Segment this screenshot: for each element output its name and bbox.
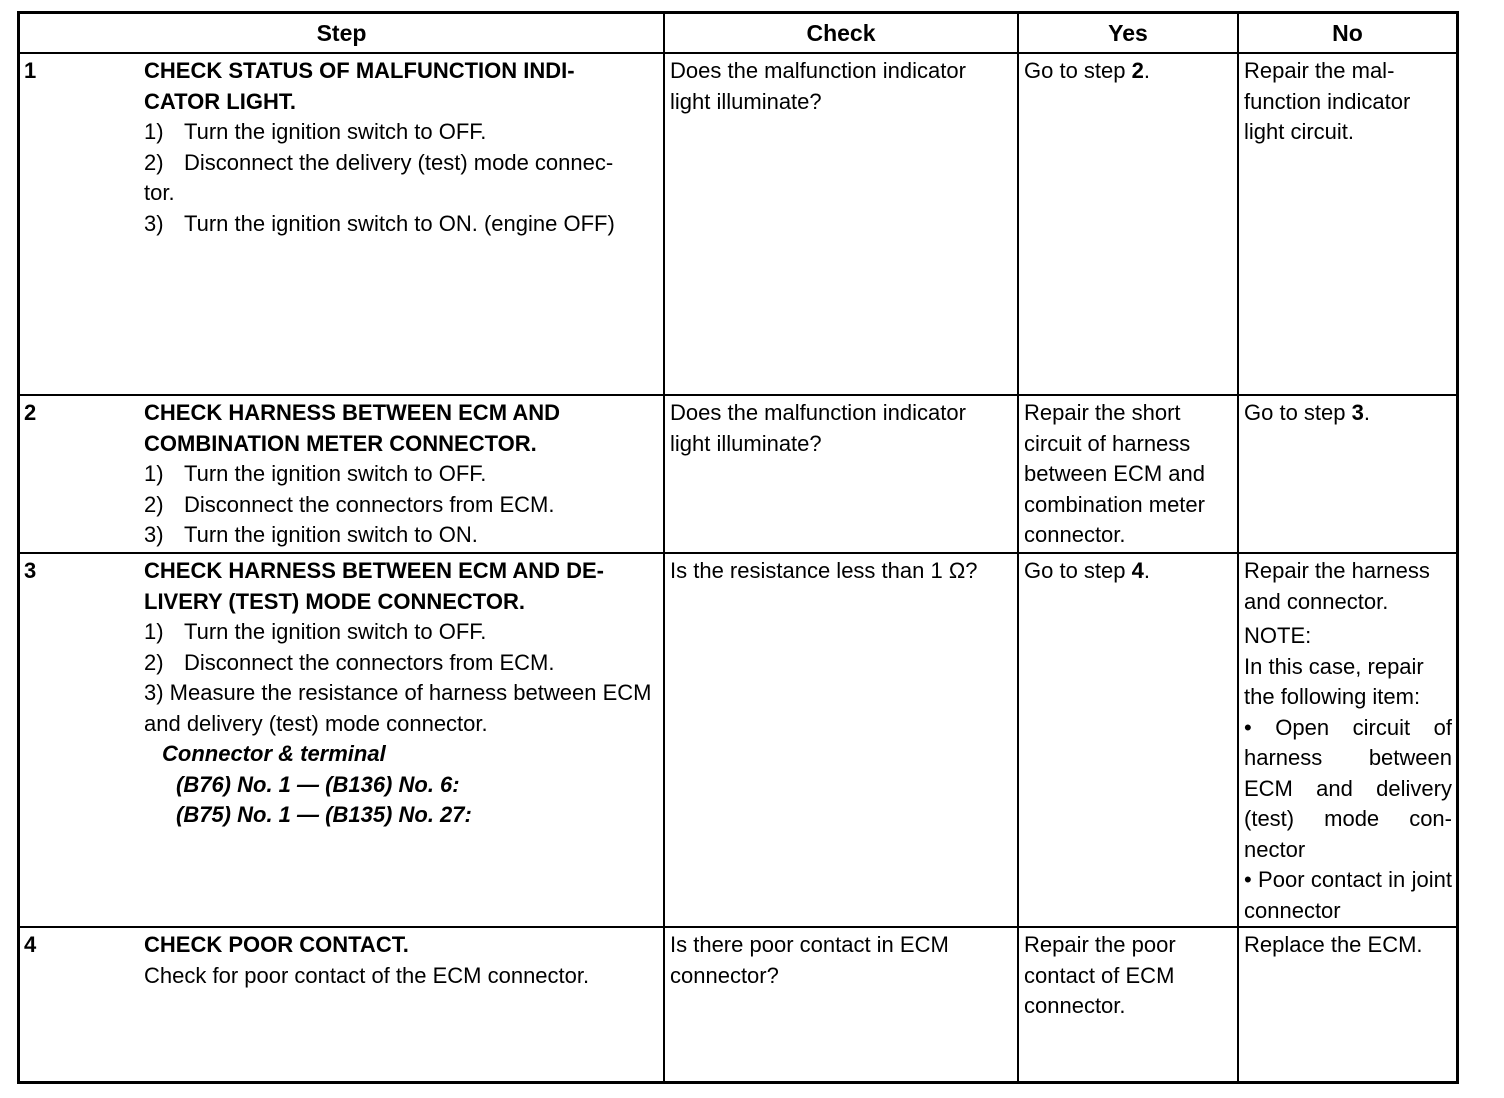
step-title-line: COMBINATION METER CONNECTOR. <box>144 430 537 456</box>
terminal-spec: (B75) No. 1 — (B135) No. 27: <box>176 802 472 827</box>
yes-action: Repair the poor contact of ECM connector. <box>1024 932 1176 1018</box>
row-divider <box>20 394 1456 396</box>
note-line: In this case, repair <box>1244 653 1424 679</box>
step-content <box>144 930 662 991</box>
no-action-line: and connector. <box>1244 588 1389 614</box>
step-content <box>144 556 658 831</box>
yes-action: Go to step 4. <box>1024 558 1150 583</box>
row-divider <box>20 552 1456 554</box>
check-question: Is there poor contact in ECM connector? <box>670 932 949 988</box>
step-number: 4 <box>24 932 37 957</box>
header-no: No <box>1332 20 1363 46</box>
header-yes: Yes <box>1108 20 1148 46</box>
note-bullet: • Open circuit of harness between ECM and delivery (test) mode con-nector <box>1244 714 1452 862</box>
procedure-item: 2) Disconnect the connectors from ECM. <box>144 491 555 517</box>
note-bullet: • Poor contact in joint connector <box>1244 867 1452 923</box>
header-check: Check <box>806 20 876 46</box>
step-title-line: CHECK HARNESS BETWEEN ECM AND <box>144 400 560 425</box>
note-label: NOTE: <box>1244 623 1312 648</box>
step-title-line: LIVERY (TEST) MODE CONNECTOR. <box>144 588 525 614</box>
yes-action: Repair the short circuit of harness between ECM and combination meter connector. <box>1024 400 1205 547</box>
check-question: Does the malfunction indicator light illuminate? <box>670 400 966 456</box>
column-divider <box>1237 14 1239 1081</box>
step-title-line: CHECK HARNESS BETWEEN ECM AND DE- <box>144 558 604 583</box>
step-title-line: CHECK POOR CONTACT. <box>144 932 409 957</box>
column-divider <box>1017 14 1019 1081</box>
terminal-spec: (B76) No. 1 — (B136) No. 6: <box>176 771 460 797</box>
note-line: the following item: <box>1244 684 1421 709</box>
check-question: Is the resistance less than 1 Ω? <box>670 558 978 583</box>
procedure-item: 2) Disconnect the delivery (test) mode connec- <box>144 149 614 175</box>
yes-action: Go to step 2. <box>1024 58 1150 83</box>
no-action: Repair the mal-function indicator light circuit. <box>1244 58 1411 144</box>
column-divider <box>663 14 665 1081</box>
no-action-line: Repair the harness <box>1244 558 1430 583</box>
step-content <box>144 56 662 239</box>
procedure-item: 1) Turn the ignition switch to OFF. <box>144 619 487 644</box>
procedure-item: 2) Disconnect the connectors from ECM. <box>144 649 555 675</box>
step-title-line: CATOR LIGHT. <box>144 88 296 114</box>
diagnostic-table <box>17 11 1459 1084</box>
no-action <box>1244 556 1452 926</box>
step-content <box>144 398 662 551</box>
step-title-line: CHECK STATUS OF MALFUNCTION INDI- <box>144 58 575 83</box>
procedure-item: 3) Measure the resistance of harness between ECM and delivery (test) mode connector. <box>144 680 652 736</box>
connector-label: Connector & terminal <box>162 741 386 766</box>
check-question: Does the malfunction indicator light illuminate? <box>670 58 966 114</box>
procedure-item: 1) Turn the ignition switch to OFF. <box>144 119 487 144</box>
step-number: 1 <box>24 58 37 83</box>
procedure-item-continued: tor. <box>144 180 175 205</box>
no-action: Go to step 3. <box>1244 400 1370 425</box>
step-number: 3 <box>24 558 37 583</box>
header-step: Step <box>316 20 367 46</box>
step-description: Check for poor contact of the ECM connector. <box>144 962 590 988</box>
step-number: 2 <box>24 400 37 425</box>
no-action: Replace the ECM. <box>1244 932 1423 957</box>
procedure-item: 3) Turn the ignition switch to ON. (engine OFF) <box>144 210 615 236</box>
procedure-item: 1) Turn the ignition switch to OFF. <box>144 461 487 486</box>
row-divider <box>20 52 1456 54</box>
row-divider <box>20 926 1456 928</box>
procedure-item: 3) Turn the ignition switch to ON. <box>144 522 478 547</box>
